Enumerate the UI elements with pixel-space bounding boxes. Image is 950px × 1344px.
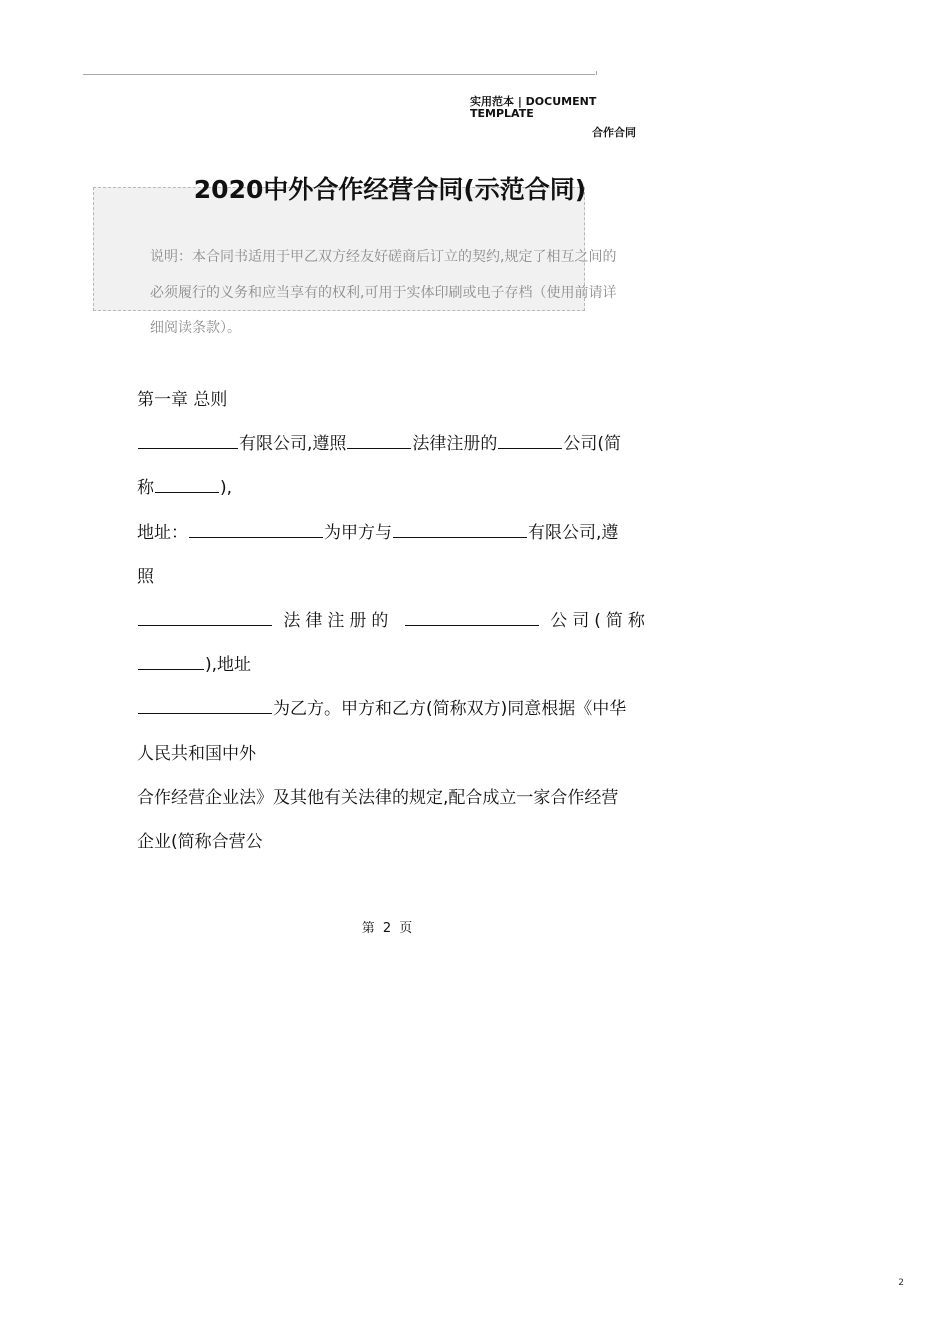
- header-rule-end: [592, 71, 597, 75]
- corner-page-number: 2: [898, 1278, 904, 1288]
- text-fragment: 地址：: [137, 522, 188, 543]
- blank-field[interactable]: [155, 491, 219, 493]
- page-footer: 第 2 页: [361, 921, 413, 936]
- document-title: 2020中外合作经营合同(示范合同): [193, 175, 587, 204]
- text-fragment: 法律注册的: [283, 610, 394, 631]
- text-line: 人民共和国中外: [137, 743, 256, 764]
- document-template-label: 实用范本 | DOCUMENT TEMPLATE: [470, 95, 597, 120]
- party-b-definition-line: [137, 687, 635, 731]
- usage-note-line: 必须履行的义务和应当享有的权利,可用于实体印刷或电子存档（使用前请详: [150, 284, 617, 301]
- text-fragment: 为乙方。甲方和乙方(简称双方)同意根据《中华: [273, 699, 627, 720]
- blank-field[interactable]: [138, 668, 204, 670]
- text-line: 合作经营企业法》及其他有关法律的规定,配合成立一家合作经营: [137, 787, 619, 808]
- blank-field[interactable]: [189, 536, 323, 538]
- usage-note: [150, 240, 630, 347]
- party-b-address-line: [137, 643, 635, 687]
- blank-field[interactable]: [138, 447, 238, 449]
- document-category: 合作合同: [592, 126, 636, 139]
- party-b-line: [137, 599, 650, 643]
- text-line: 企业(简称合营公: [137, 831, 263, 852]
- text-fragment: ),: [220, 478, 233, 499]
- text-line: 照: [137, 566, 154, 587]
- text-fragment: 公司(简称: [550, 610, 650, 631]
- blank-field[interactable]: [498, 447, 562, 449]
- chapter-heading: 第一章 总则: [137, 390, 228, 410]
- blank-field[interactable]: [393, 536, 527, 538]
- text-fragment: ),地址: [205, 655, 252, 676]
- text-fragment: 称: [137, 478, 154, 499]
- blank-field[interactable]: [138, 712, 272, 714]
- contract-body: [137, 378, 650, 864]
- text-fragment: 有限公司,遵照: [239, 434, 347, 455]
- blank-field[interactable]: [405, 624, 539, 626]
- party-a-short-name-line: [137, 466, 635, 510]
- text-fragment: 法律注册的: [412, 434, 498, 455]
- blank-field[interactable]: [347, 447, 411, 449]
- text-fragment: 为甲方与: [324, 522, 392, 543]
- header-rule: [83, 74, 595, 75]
- party-a-line: [137, 422, 635, 466]
- text-fragment: 有限公司,遵: [528, 522, 619, 543]
- party-a-address-line: [137, 511, 635, 555]
- text-fragment: 公司(简: [563, 434, 622, 455]
- blank-field[interactable]: [138, 624, 272, 626]
- usage-note-line: 说明：本合同书适用于甲乙双方经友好磋商后订立的契约,规定了相互之间的: [150, 249, 617, 265]
- usage-note-line: 细阅读条款）。: [150, 320, 241, 336]
